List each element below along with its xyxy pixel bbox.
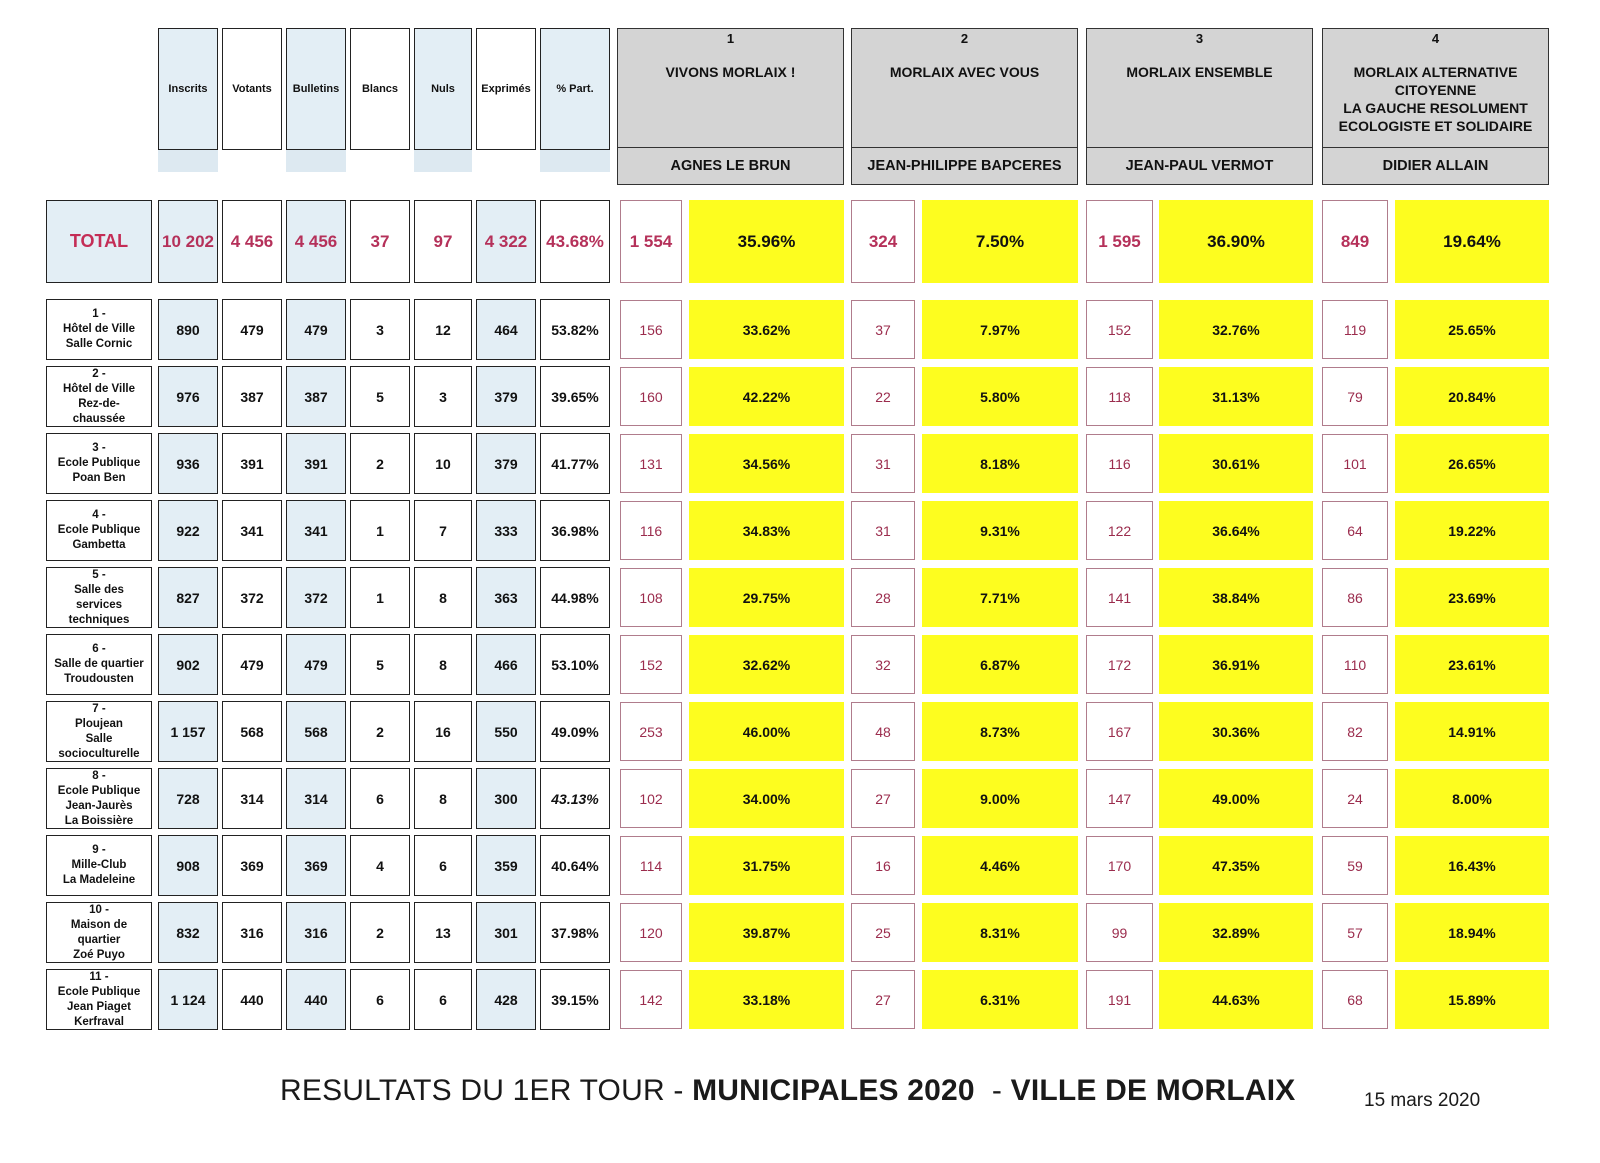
candidate-header <box>617 28 844 185</box>
polling-station-line: Hôtel de Ville <box>62 323 135 335</box>
polling-station-line: Troudousten <box>64 673 134 685</box>
stat-cell: 827 <box>158 567 218 628</box>
stat-cell: 6 <box>414 969 472 1030</box>
stat-cell: 3 <box>350 299 410 360</box>
polling-station-line: quartier <box>77 933 121 946</box>
candidate-votes: 108 <box>620 568 682 627</box>
polling-station-line: 3 - <box>92 442 106 454</box>
stat-cell: 464 <box>476 299 536 360</box>
stat-cell: 8 <box>414 634 472 695</box>
candidate-votes: 27 <box>851 970 915 1029</box>
stat-cell: 333 <box>476 500 536 561</box>
column-header: Exprimés <box>476 28 536 150</box>
candidate-list-line: MORLAIX ENSEMBLE <box>1126 64 1273 80</box>
candidate-votes: 57 <box>1322 903 1388 962</box>
candidate-votes: 1 595 <box>1086 200 1153 283</box>
stat-cell: 369 <box>286 835 346 896</box>
stat-cell: 36.98% <box>540 500 610 561</box>
stat-cell: 43.13% <box>540 768 610 829</box>
candidate-votes: 102 <box>620 769 682 828</box>
column-header-tab <box>540 150 610 172</box>
candidate-percent: 8.18% <box>922 434 1078 493</box>
candidate-percent: 42.22% <box>689 367 844 426</box>
candidate-percent: 16.43% <box>1395 836 1549 895</box>
candidate-votes: 141 <box>1086 568 1153 627</box>
candidate-percent: 31.75% <box>689 836 844 895</box>
stat-cell: 16 <box>414 701 472 762</box>
polling-station-name <box>58 441 140 486</box>
stat-cell: 3 <box>414 366 472 427</box>
candidate-number: 3 <box>1195 31 1204 46</box>
candidate-percent: 8.31% <box>922 903 1078 962</box>
polling-station-line: Ecole Publique <box>57 524 141 536</box>
candidate-percent: 25.65% <box>1395 300 1549 359</box>
candidate-percent: 6.87% <box>922 635 1078 694</box>
candidate-votes: 131 <box>620 434 682 493</box>
column-header-tab <box>158 150 218 172</box>
column-header: Votants <box>222 28 282 150</box>
stat-cell: 902 <box>158 634 218 695</box>
polling-station-cell <box>46 567 152 628</box>
candidate-votes: 116 <box>620 501 682 560</box>
candidate-head-name: DIDIER ALLAIN <box>1382 157 1489 174</box>
candidate-list-name <box>1120 63 1278 81</box>
stat-cell: 359 <box>476 835 536 896</box>
polling-station-line: Poan Ben <box>72 472 126 484</box>
stat-cell: 314 <box>286 768 346 829</box>
polling-station-line: Kerfraval <box>74 1015 124 1028</box>
candidate-list-line: CITOYENNE <box>1394 82 1477 98</box>
candidate-votes: 170 <box>1086 836 1153 895</box>
candidate-percent: 7.97% <box>922 300 1078 359</box>
candidate-percent: 33.18% <box>689 970 844 1029</box>
polling-station-line: 4 - <box>92 509 106 521</box>
candidate-percent: 5.80% <box>922 367 1078 426</box>
candidate-votes: 116 <box>1086 434 1153 493</box>
polling-station-cell <box>46 500 152 561</box>
stat-cell: 1 <box>350 500 410 561</box>
stat-cell: 890 <box>158 299 218 360</box>
stat-cell: 4 <box>350 835 410 896</box>
candidate-votes: 24 <box>1322 769 1388 828</box>
stat-cell: 5 <box>350 366 410 427</box>
stat-cell: 53.10% <box>540 634 610 695</box>
candidate-votes: 25 <box>851 903 915 962</box>
polling-station-line: Salle Cornic <box>65 338 133 350</box>
column-header: Bulletins <box>286 28 346 150</box>
stat-cell: 37 <box>350 200 410 283</box>
stat-cell: 908 <box>158 835 218 896</box>
polling-station-name <box>58 508 140 553</box>
candidate-votes: 79 <box>1322 367 1388 426</box>
candidate-percent: 7.71% <box>922 568 1078 627</box>
column-header: Nuls <box>414 28 472 150</box>
stat-cell: 4 322 <box>476 200 536 283</box>
candidate-percent: 20.84% <box>1395 367 1549 426</box>
polling-station-line: Gambetta <box>72 539 126 551</box>
candidate-head-name: JEAN-PAUL VERMOT <box>1125 157 1274 174</box>
stat-cell: 372 <box>286 567 346 628</box>
column-header: % Part. <box>540 28 610 150</box>
stat-cell: 440 <box>222 969 282 1030</box>
candidate-votes: 152 <box>1086 300 1153 359</box>
stat-cell: 10 202 <box>158 200 218 283</box>
candidate-percent: 34.83% <box>689 501 844 560</box>
stat-cell: 10 <box>414 433 472 494</box>
polling-station-line: Ecole Publique <box>57 457 141 469</box>
candidate-percent: 39.87% <box>689 903 844 962</box>
stat-cell: 387 <box>222 366 282 427</box>
candidate-votes: 68 <box>1322 970 1388 1029</box>
candidate-votes: 82 <box>1322 702 1388 761</box>
polling-station-cell <box>46 433 152 494</box>
polling-station-name <box>63 307 135 352</box>
candidate-votes: 191 <box>1086 970 1153 1029</box>
candidate-list-block <box>852 29 1077 148</box>
candidate-percent: 18.94% <box>1395 903 1549 962</box>
stat-cell: 391 <box>222 433 282 494</box>
polling-station-cell <box>46 366 152 427</box>
candidate-votes: 122 <box>1086 501 1153 560</box>
candidate-votes: 167 <box>1086 702 1153 761</box>
polling-station-line: Zoé Puyo <box>73 948 125 961</box>
stat-cell: 8 <box>414 768 472 829</box>
candidate-percent: 9.00% <box>922 769 1078 828</box>
sheet-title <box>280 1074 1310 1108</box>
candidate-percent: 32.62% <box>689 635 844 694</box>
candidate-votes: 28 <box>851 568 915 627</box>
polling-station-cell <box>46 768 152 829</box>
stat-cell: 6 <box>414 835 472 896</box>
candidate-votes: 27 <box>851 769 915 828</box>
stat-cell: 369 <box>222 835 282 896</box>
polling-station-name <box>58 769 140 829</box>
polling-station-line: 7 - <box>92 702 106 715</box>
stat-cell: 379 <box>476 433 536 494</box>
stat-cell: 1 <box>350 567 410 628</box>
candidate-percent: 47.35% <box>1159 836 1313 895</box>
title-part-1: RESULTATS DU 1ER TOUR - <box>280 1074 693 1107</box>
polling-station-line: Rez-de- <box>78 397 120 410</box>
stat-cell: 39.15% <box>540 969 610 1030</box>
stat-cell: 7 <box>414 500 472 561</box>
polling-station-line: Ecole Publique <box>57 985 141 998</box>
candidate-percent: 46.00% <box>689 702 844 761</box>
stat-cell: 37.98% <box>540 902 610 963</box>
polling-station-line: Salle des <box>74 583 124 596</box>
polling-station-cell <box>46 634 152 695</box>
candidate-votes: 119 <box>1322 300 1388 359</box>
polling-station-name <box>71 903 127 963</box>
candidate-percent: 36.91% <box>1159 635 1313 694</box>
stat-cell: 387 <box>286 366 346 427</box>
stat-cell: 922 <box>158 500 218 561</box>
stat-cell: 301 <box>476 902 536 963</box>
candidate-percent: 33.62% <box>689 300 844 359</box>
candidate-percent: 35.96% <box>689 200 844 283</box>
total-label-cell <box>46 200 152 283</box>
candidate-votes: 31 <box>851 434 915 493</box>
candidate-percent: 44.63% <box>1159 970 1313 1029</box>
stat-cell: 2 <box>350 433 410 494</box>
column-header: Blancs <box>350 28 410 150</box>
column-header-tab <box>414 150 472 172</box>
candidate-percent: 36.90% <box>1159 200 1313 283</box>
candidate-votes: 1 554 <box>620 200 682 283</box>
stat-cell: 341 <box>286 500 346 561</box>
stat-cell: 6 <box>350 768 410 829</box>
polling-station-cell <box>46 701 152 762</box>
candidate-percent: 49.00% <box>1159 769 1313 828</box>
stat-cell: 568 <box>222 701 282 762</box>
candidate-percent: 34.00% <box>689 769 844 828</box>
stat-cell: 43.68% <box>540 200 610 283</box>
stat-cell: 479 <box>286 299 346 360</box>
candidate-header <box>1322 28 1549 185</box>
stat-cell: 341 <box>222 500 282 561</box>
stat-cell: 936 <box>158 433 218 494</box>
stat-cell: 976 <box>158 366 218 427</box>
candidate-head-name: JEAN-PHILIPPE BAPCERES <box>867 157 1062 174</box>
candidate-list-name <box>1333 63 1539 135</box>
candidate-percent: 38.84% <box>1159 568 1313 627</box>
candidate-votes: 64 <box>1322 501 1388 560</box>
polling-station-line: Mille-Club <box>71 859 127 871</box>
candidate-list-line: MORLAIX ALTERNATIVE <box>1353 64 1518 80</box>
candidate-percent: 31.13% <box>1159 367 1313 426</box>
candidate-percent: 32.89% <box>1159 903 1313 962</box>
stat-cell: 4 456 <box>286 200 346 283</box>
candidate-list-name <box>660 63 802 81</box>
candidate-votes: 849 <box>1322 200 1388 283</box>
stat-cell: 300 <box>476 768 536 829</box>
sheet-date: 15 mars 2020 <box>1364 1090 1481 1111</box>
stat-cell: 4 456 <box>222 200 282 283</box>
stat-cell: 568 <box>286 701 346 762</box>
polling-station-cell <box>46 902 152 963</box>
candidate-percent: 4.46% <box>922 836 1078 895</box>
stat-cell: 316 <box>222 902 282 963</box>
polling-station-line: Ploujean <box>75 717 123 730</box>
polling-station-line: 1 - <box>92 308 106 320</box>
polling-station-line: 10 - <box>89 903 109 916</box>
candidate-votes: 172 <box>1086 635 1153 694</box>
stat-cell: 391 <box>286 433 346 494</box>
candidate-votes: 147 <box>1086 769 1153 828</box>
column-header-tab <box>286 150 346 172</box>
polling-station-line: 9 - <box>92 844 106 856</box>
stat-cell: 379 <box>476 366 536 427</box>
polling-station-line: Ecole Publique <box>57 784 141 797</box>
candidate-header <box>851 28 1078 185</box>
stat-cell: 44.98% <box>540 567 610 628</box>
candidate-votes: 114 <box>620 836 682 895</box>
polling-station-line: 8 - <box>92 769 106 782</box>
candidate-list-line: LA GAUCHE RESOLUMENT <box>1343 100 1528 116</box>
candidate-votes: 59 <box>1322 836 1388 895</box>
candidate-percent: 7.50% <box>922 200 1078 283</box>
stat-cell: 363 <box>476 567 536 628</box>
stat-cell: 39.65% <box>540 366 610 427</box>
candidate-percent: 32.76% <box>1159 300 1313 359</box>
candidate-votes: 22 <box>851 367 915 426</box>
stat-cell: 479 <box>222 634 282 695</box>
stat-cell: 12 <box>414 299 472 360</box>
stat-cell: 466 <box>476 634 536 695</box>
candidate-number: 4 <box>1431 31 1440 46</box>
polling-station-line: Jean-Jaurès <box>65 799 133 812</box>
stat-cell: 8 <box>414 567 472 628</box>
candidate-votes: 120 <box>620 903 682 962</box>
candidate-percent: 29.75% <box>689 568 844 627</box>
stat-cell: 97 <box>414 200 472 283</box>
stat-cell: 53.82% <box>540 299 610 360</box>
candidate-votes: 253 <box>620 702 682 761</box>
candidate-percent: 36.64% <box>1159 501 1313 560</box>
polling-station-name <box>58 970 140 1030</box>
candidate-list-block <box>1323 29 1548 148</box>
stat-cell: 41.77% <box>540 433 610 494</box>
polling-station-line: techniques <box>68 613 130 626</box>
candidate-percent: 6.31% <box>922 970 1078 1029</box>
polling-station-line: Salle <box>85 732 113 745</box>
candidate-list-block <box>1087 29 1312 148</box>
column-header: Inscrits <box>158 28 218 150</box>
stat-cell: 832 <box>158 902 218 963</box>
candidate-percent: 30.36% <box>1159 702 1313 761</box>
candidate-percent: 8.00% <box>1395 769 1549 828</box>
polling-station-name <box>54 642 143 687</box>
title-part-4: VILLE DE MORLAIX <box>1010 1074 1296 1107</box>
candidate-percent: 34.56% <box>689 434 844 493</box>
candidate-percent: 9.31% <box>922 501 1078 560</box>
candidate-percent: 19.64% <box>1395 200 1549 283</box>
candidate-percent: 26.65% <box>1395 434 1549 493</box>
candidate-votes: 32 <box>851 635 915 694</box>
stat-cell: 2 <box>350 902 410 963</box>
candidate-votes: 324 <box>851 200 915 283</box>
candidate-list-name <box>884 63 1045 81</box>
stat-cell: 49.09% <box>540 701 610 762</box>
candidate-number: 2 <box>960 31 969 46</box>
candidate-votes: 156 <box>620 300 682 359</box>
title-part-3: - <box>974 1074 1011 1107</box>
polling-station-name <box>63 843 135 888</box>
stat-cell: 2 <box>350 701 410 762</box>
polling-station-name <box>58 702 139 762</box>
stat-cell: 314 <box>222 768 282 829</box>
polling-station-line: 5 - <box>92 568 106 581</box>
candidate-votes: 16 <box>851 836 915 895</box>
candidate-head-name: AGNES LE BRUN <box>670 157 791 174</box>
polling-station-line: Salle de quartier <box>54 658 144 670</box>
candidate-list-line: VIVONS MORLAIX ! <box>665 64 796 80</box>
stat-cell: 40.64% <box>540 835 610 896</box>
polling-station-line: La Boissière <box>64 814 134 827</box>
candidate-votes: 37 <box>851 300 915 359</box>
polling-station-cell <box>46 299 152 360</box>
stat-cell: 316 <box>286 902 346 963</box>
stat-cell: 6 <box>350 969 410 1030</box>
title-part-2: MUNICIPALES 2020 <box>692 1074 975 1107</box>
polling-station-line: 6 - <box>92 643 106 655</box>
candidate-votes: 99 <box>1086 903 1153 962</box>
candidate-number: 1 <box>726 31 735 46</box>
candidate-header <box>1086 28 1313 185</box>
candidate-votes: 48 <box>851 702 915 761</box>
stat-cell: 550 <box>476 701 536 762</box>
polling-station-line: services <box>75 598 123 611</box>
polling-station-line: chaussée <box>72 412 126 425</box>
stat-cell: 728 <box>158 768 218 829</box>
stat-cell: 428 <box>476 969 536 1030</box>
polling-station-line: Hôtel de Ville <box>62 382 135 395</box>
candidate-percent: 19.22% <box>1395 501 1549 560</box>
candidate-votes: 86 <box>1322 568 1388 627</box>
candidate-votes: 31 <box>851 501 915 560</box>
candidate-votes: 160 <box>620 367 682 426</box>
polling-station-line: 11 - <box>89 970 109 983</box>
candidate-votes: 101 <box>1322 434 1388 493</box>
candidate-votes: 142 <box>620 970 682 1029</box>
polling-station-cell <box>46 835 152 896</box>
polling-station-name <box>63 367 135 427</box>
stat-cell: 479 <box>286 634 346 695</box>
candidate-percent: 8.73% <box>922 702 1078 761</box>
candidate-votes: 118 <box>1086 367 1153 426</box>
candidate-percent: 23.69% <box>1395 568 1549 627</box>
candidate-percent: 14.91% <box>1395 702 1549 761</box>
polling-station-name <box>69 568 130 628</box>
candidate-percent: 15.89% <box>1395 970 1549 1029</box>
stat-cell: 1 157 <box>158 701 218 762</box>
stat-cell: 13 <box>414 902 472 963</box>
total-label: TOTAL <box>69 231 129 251</box>
polling-station-line: socioculturelle <box>58 747 140 760</box>
candidate-list-line: ECOLOGISTE ET SOLIDAIRE <box>1338 118 1533 134</box>
candidate-list-line: MORLAIX AVEC VOUS <box>889 64 1040 80</box>
polling-station-line: Maison de <box>70 918 128 931</box>
polling-station-line: Jean Piaget <box>67 1000 131 1013</box>
polling-station-line: 2 - <box>92 367 106 380</box>
polling-station-line: La Madeleine <box>62 874 136 886</box>
candidate-percent: 23.61% <box>1395 635 1549 694</box>
candidate-percent: 30.61% <box>1159 434 1313 493</box>
stat-cell: 1 124 <box>158 969 218 1030</box>
polling-station-cell <box>46 969 152 1030</box>
stat-cell: 479 <box>222 299 282 360</box>
stat-cell: 372 <box>222 567 282 628</box>
candidate-list-block <box>618 29 843 148</box>
stat-cell: 440 <box>286 969 346 1030</box>
stat-cell: 5 <box>350 634 410 695</box>
candidate-votes: 110 <box>1322 635 1388 694</box>
candidate-votes: 152 <box>620 635 682 694</box>
